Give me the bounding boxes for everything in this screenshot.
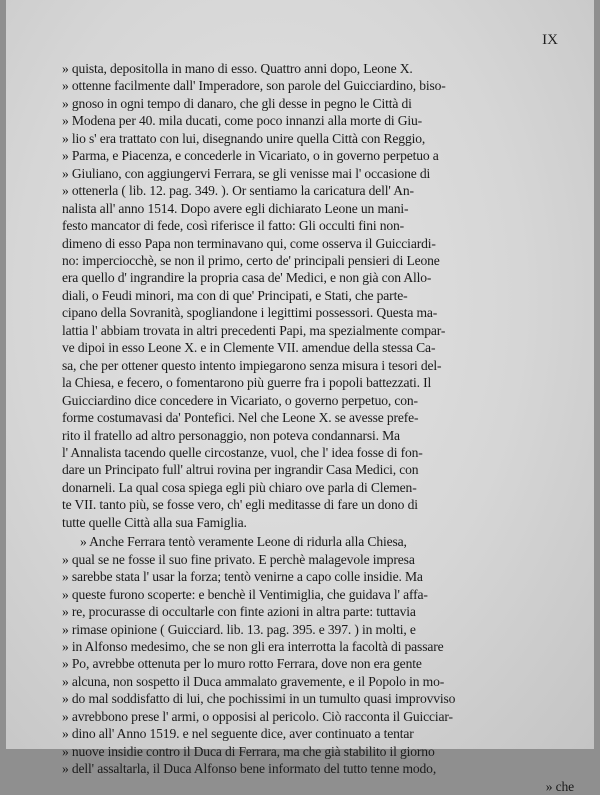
- text-line: » ottenerla ( lib. 12. pag. 349. ). Or sentiamo la caricatura dell' An-: [62, 183, 414, 199]
- text-line: era quello d' ingrandire la propria casa de' Medici, e non già con Allo-: [62, 270, 432, 286]
- text-line: sa, che per ottener questo intento impiegarono senza misura i tesori del-: [62, 357, 442, 373]
- text-line: dimeno di esso Papa non terminavano qui, come osserva il Guicciardi-: [62, 235, 436, 251]
- text-line: » Giuliano, con aggiungervi Ferrara, se gli venisse mai l' occasione di: [62, 165, 431, 181]
- text-line: » dell' assaltarla, il Duca Alfonso bene informato del tutto tenne modo,: [62, 761, 437, 777]
- text-line: » Anche Ferrara tentò veramente Leone di ridurla alla Chiesa,: [80, 534, 407, 550]
- text-line: » gnoso in ogni tempo di danaro, che gli desse in pegno le Città di: [62, 95, 412, 111]
- text-line: » nuove insidie contro il Duca di Ferrara, ma che già stabilito il giorno: [62, 743, 435, 759]
- text-line: forme costumavasi da' Pontefici. Nel che Leone X. se avesse prefe-: [62, 410, 419, 426]
- text-line: » in Alfonso medesimo, che se non gli era interrotta la facoltà di passare: [62, 638, 444, 654]
- text-line: lattia l' abbiam trovata in altri precedenti Papi, ma spezialmente compar-: [62, 322, 446, 338]
- text-line: nalista all' anno 1514. Dopo avere egli dichiarato Leone un mani-: [62, 200, 409, 216]
- text-line: » alcuna, non sospetto il Duca ammalato gravemente, e il Popolo in mo-: [62, 673, 445, 689]
- text-line: diali, o Feudi minori, ma con di que' Principati, e Stati, che parte-: [62, 287, 408, 303]
- page-number: IX: [542, 32, 558, 48]
- body-text: [62, 60, 574, 795]
- text-line: » rimase opinione ( Guicciard. lib. 13. pag. 395. e 397. ) in molti, e: [62, 621, 416, 637]
- text-line: » queste furono scoperte: e benchè il Ventimiglia, che guidava l' affa-: [62, 586, 428, 602]
- text-line: cipano della Sovranità, spogliandone i legittimi possessori. Questa ma-: [62, 305, 438, 321]
- text-line: » Po, avrebbe ottenuta per lo muro rotto Ferrara, dove non era gente: [62, 656, 422, 672]
- text-line: dare un Principato full' altrui rovina per ingrandir Casa Medici, con: [62, 462, 419, 478]
- text-line: » dino all' Anno 1519. e nel seguente dice, aver continuato a tentar: [62, 726, 414, 742]
- text-line: » Modena per 40. mila ducati, come poco innanzi alla morte di Giu-: [62, 113, 423, 129]
- text-line: » ottenne facilmente dall' Imperadore, son parole del Guicciardino, biso-: [62, 78, 446, 94]
- text-line: no: imperciocchè, se non il primo, certo de' principali pensieri di Leone: [62, 252, 440, 268]
- text-line: » re, procurasse di occultarle con finte azioni in altra parte: tuttavia: [62, 604, 416, 620]
- text-line: » do mal soddisfatto di lui, che pochissimi in un tumulto quasi improvviso: [62, 691, 456, 707]
- text-line: » sarebbe stata l' usar la forza; tentò venirne a capo colle insidie. Ma: [62, 569, 423, 585]
- text-line: la Chiesa, e fecero, o fomentarono più guerre fra i popoli battezzati. Il: [62, 375, 432, 391]
- text-line: » lio s' era trattato con lui, disegnando unire quella Città con Reggio,: [62, 130, 426, 146]
- text-line: l' Annalista tacendo quelle circostanze, vuol, che l' idea fosse di fon-: [62, 444, 423, 460]
- text-line: donarneli. La qual cosa spiega egli più chiaro ove parla di Clemen-: [62, 479, 417, 495]
- text-line: rito il fratello ad altro personaggio, non poteva condannarsi. Ma: [62, 427, 400, 443]
- text-line: » avrebbono prese l' armi, o opposisi al pericolo. Ciò racconta il Guicciar-: [62, 708, 453, 724]
- catchword: » che: [545, 778, 574, 794]
- text-line: festo mancator di fede, così riferisce il fatto: Gli occulti fini non-: [62, 218, 405, 234]
- text-line: te VII. tanto più, se fosse vero, ch' egli meditasse di fare un dono di: [62, 497, 418, 513]
- text-line: » Parma, e Piacenza, e concederle in Vicariato, o in governo perpetuo a: [62, 148, 439, 164]
- book-page: [6, 0, 594, 794]
- text-line: Guicciardino dice concedere in Vicariato, o governo perpetuo, con-: [62, 392, 418, 408]
- text-line: ve dipoi in esso Leone X. e in Clemente VII. amendue della stessa Ca-: [62, 340, 436, 356]
- text-line: » quista, depositolla in mano di esso. Quattro anni dopo, Leone X.: [62, 61, 413, 76]
- text-line: » qual se ne fosse il suo fine privato. E perchè malagevole impresa: [62, 551, 415, 567]
- text-line: tutte quelle Città alla sua Famiglia.: [62, 514, 247, 530]
